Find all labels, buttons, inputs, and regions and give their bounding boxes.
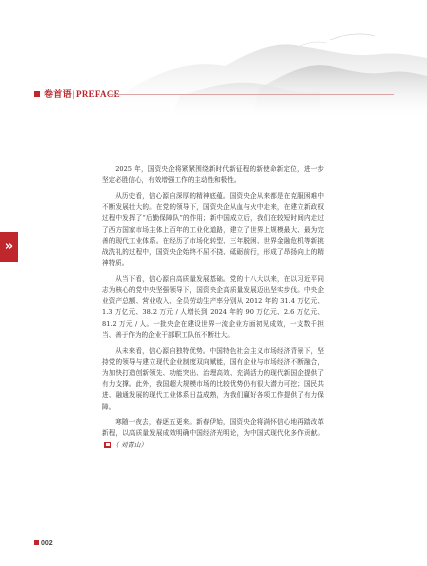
header-square-icon: [34, 91, 40, 97]
section-header: [0, 88, 427, 104]
double-chevron-icon: »: [4, 239, 14, 254]
paragraph: 从当下看，信心源自高质量发展基础。党的十八大以来，在以习近平同志为核心的党中央坚强领导下，国资央企高质量发展迈出坚实步伐。中央企业资产总额、营业收入、全员劳动生产率分别从 2012 年的 31.4 万亿元、1.3 万亿元、38.2 万元 / 人增长到 2024 年的 90 万亿元、2.6 万亿元、81.2 万元 / 人。一批央企在建设世界一流企业方面初见成效，一支数千担当、善于作为的企业干部职工队伍不断壮大。: [102, 274, 324, 339]
section-title-en: PREFACE: [76, 89, 120, 99]
title-separator: |: [72, 89, 76, 99]
paragraph: 2025 年，国资央企将紧紧围绕新时代新征程的新使命新定位，进一步坚定必胜信心，有效增强工作的主动性和极性。: [102, 165, 324, 185]
footer-square-icon: [34, 540, 39, 545]
article-body: [102, 164, 324, 455]
section-title-cn: 卷首语: [44, 89, 72, 99]
closing-text: 寒随一夜去，春逐五更来。新春伊始，国资央企将满怀信心地再踏改革新程，以高质量发展成效明确中国经济光明论，为中国式现代化多作贡献。: [102, 418, 324, 438]
mountain-landscape-illustration: [0, 0, 427, 150]
paragraph: 从未来看，信心源自独特优势。中国特色社会主义市场经济背景下，坚持党的领导与建立现代企业制度双向赋能，国有企业与市场经济不断融合，为加快打造创新领先、功能突出、治理高效、充满活力的现代新国企提供了有力支撑。此外，我国超大规模市场的比较优势仍有很大潜力可挖；国民共进、融通发展的现代工业体系日益成熟，为我们赢好各项工作提供了有力保障。: [102, 346, 324, 411]
end-mark-icon: [104, 442, 111, 448]
paragraph-closing: [102, 417, 324, 451]
page-footer: [34, 530, 53, 547]
side-chevron-tab: [0, 232, 18, 262]
author-byline: （ 刘青山）: [112, 440, 148, 449]
page-number: 002: [41, 540, 53, 547]
header-rule: [108, 94, 394, 95]
paragraph: 从历史看，信心源自深厚的精神底蕴。国资央企从来都是在克服困难中不断发展壮大的。在党的领导下，国资央企从血与火中走来，在建立新政权过程中发挥了“后勤保障队”的作用；新中国成立后，我们在较短时间内走过了西方国家市场主体上百年的工业化道路，建立了世界上规模最大、最为完善的现代工业体系。在经历了市场化转型、三年脱困、世界金融危机等新挑战洗礼的过程中，国资央企始终不屈不挠、砥砺前行，形成了昂扬向上的精神特质。: [102, 191, 324, 268]
